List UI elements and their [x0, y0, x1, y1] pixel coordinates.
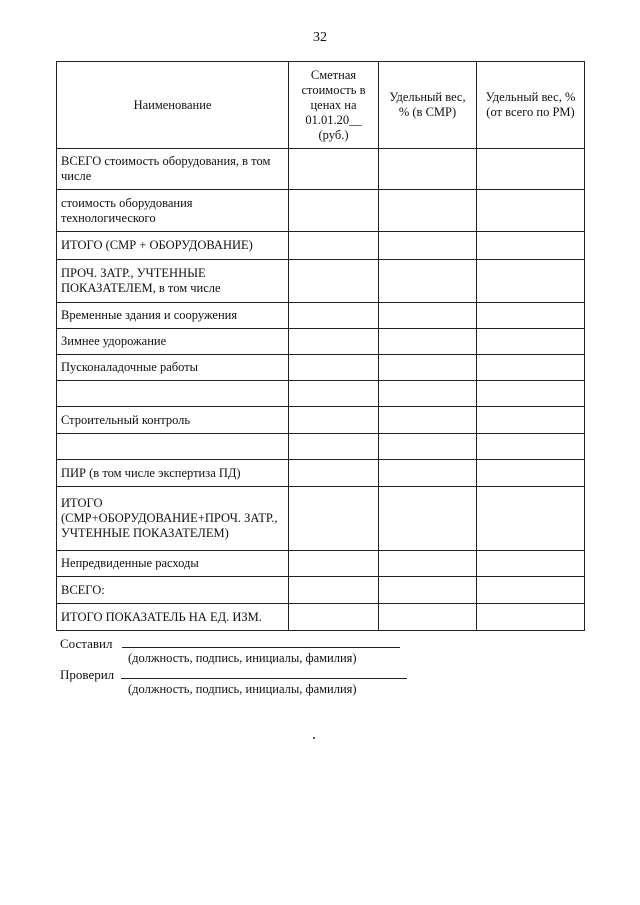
table-row — [57, 303, 585, 329]
scan-speck — [313, 737, 315, 739]
table-row — [57, 577, 585, 604]
cell-cost[interactable] — [289, 604, 379, 631]
header-cost: Сметная стоимость в ценах на 01.01.20__ (руб.) — [289, 62, 379, 149]
header-share-smr: Удельный вес, % (в СМР) — [379, 62, 477, 149]
row-name: ИТОГО (СМР + ОБОРУДОВАНИЕ) — [57, 232, 289, 260]
compiled-signature-line[interactable] — [122, 637, 400, 648]
row-name: Непредвиденные расходы — [57, 551, 289, 577]
checked-by-line — [60, 667, 407, 683]
table-row — [57, 381, 585, 407]
checked-hint: (должность, подпись, инициалы, фамилия) — [128, 682, 357, 696]
cell-share-total[interactable] — [477, 604, 585, 631]
row-name: Временные здания и сооружения — [57, 303, 289, 329]
cell-share-smr[interactable] — [379, 604, 477, 631]
cell-share-smr[interactable] — [379, 303, 477, 329]
compiled-by-line — [60, 636, 400, 652]
cell-share-total[interactable] — [477, 551, 585, 577]
cell-cost[interactable] — [289, 407, 379, 434]
cell-share-total[interactable] — [477, 460, 585, 487]
checked-signature-line[interactable] — [121, 668, 407, 679]
table-row — [57, 232, 585, 260]
cell-share-total[interactable] — [477, 303, 585, 329]
table-row — [57, 260, 585, 303]
row-name — [57, 434, 289, 460]
row-name: ВСЕГО: — [57, 577, 289, 604]
cell-share-smr[interactable] — [379, 407, 477, 434]
table-row — [57, 551, 585, 577]
cell-share-smr[interactable] — [379, 577, 477, 604]
table-row — [57, 355, 585, 381]
row-name: Зимнее удорожание — [57, 329, 289, 355]
cell-share-total[interactable] — [477, 149, 585, 190]
cell-cost[interactable] — [289, 381, 379, 407]
row-name: стоимость оборудования технологического — [57, 190, 289, 232]
table-row — [57, 149, 585, 190]
cell-share-total[interactable] — [477, 190, 585, 232]
cell-cost[interactable] — [289, 434, 379, 460]
cell-share-smr[interactable] — [379, 487, 477, 551]
cell-share-total[interactable] — [477, 329, 585, 355]
table-row — [57, 604, 585, 631]
cell-cost[interactable] — [289, 303, 379, 329]
cell-share-smr[interactable] — [379, 551, 477, 577]
table-row — [57, 487, 585, 551]
table-row — [57, 190, 585, 232]
table-row — [57, 329, 585, 355]
cost-table — [56, 61, 585, 631]
cell-cost[interactable] — [289, 329, 379, 355]
cell-share-smr[interactable] — [379, 149, 477, 190]
cell-share-smr[interactable] — [379, 355, 477, 381]
page-number: 32 — [313, 30, 327, 45]
table-row — [57, 434, 585, 460]
compiled-label: Составил — [60, 636, 113, 651]
cell-share-smr[interactable] — [379, 190, 477, 232]
header-share-total: Удельный вес, % (от всего по РМ) — [477, 62, 585, 149]
compiled-hint: (должность, подпись, инициалы, фамилия) — [128, 651, 357, 665]
cell-cost[interactable] — [289, 487, 379, 551]
cell-cost[interactable] — [289, 232, 379, 260]
row-name: ИТОГО (СМР+ОБОРУДОВАНИЕ+ПРОЧ. ЗАТР., УЧТЕННЫЕ ПОКАЗАТЕЛЕМ) — [57, 487, 289, 551]
cell-share-total[interactable] — [477, 577, 585, 604]
cell-share-total[interactable] — [477, 355, 585, 381]
row-name: ИТОГО ПОКАЗАТЕЛЬ НА ЕД. ИЗМ. — [57, 604, 289, 631]
checked-label: Проверил — [60, 667, 115, 682]
cell-cost[interactable] — [289, 551, 379, 577]
row-name: ПРОЧ. ЗАТР., УЧТЕННЫЕ ПОКАЗАТЕЛЕМ, в том числе — [57, 260, 289, 303]
cell-share-total[interactable] — [477, 232, 585, 260]
cell-cost[interactable] — [289, 355, 379, 381]
table-row — [57, 460, 585, 487]
cell-cost[interactable] — [289, 149, 379, 190]
cell-share-smr[interactable] — [379, 460, 477, 487]
table-header-row — [57, 62, 585, 149]
cell-cost[interactable] — [289, 260, 379, 303]
cell-share-smr[interactable] — [379, 434, 477, 460]
cell-share-smr[interactable] — [379, 381, 477, 407]
row-name — [57, 381, 289, 407]
row-name: ПИР (в том числе экспертиза ПД) — [57, 460, 289, 487]
cell-cost[interactable] — [289, 190, 379, 232]
cell-share-smr[interactable] — [379, 260, 477, 303]
cell-share-smr[interactable] — [379, 232, 477, 260]
row-name: ВСЕГО стоимость оборудования, в том числе — [57, 149, 289, 190]
cell-share-total[interactable] — [477, 487, 585, 551]
table-row — [57, 407, 585, 434]
cell-share-total[interactable] — [477, 381, 585, 407]
row-name: Пусконаладочные работы — [57, 355, 289, 381]
header-name: Наименование — [57, 62, 289, 149]
cell-share-total[interactable] — [477, 434, 585, 460]
cell-share-smr[interactable] — [379, 329, 477, 355]
row-name: Строительный контроль — [57, 407, 289, 434]
cell-share-total[interactable] — [477, 407, 585, 434]
cell-cost[interactable] — [289, 460, 379, 487]
cell-cost[interactable] — [289, 577, 379, 604]
cell-share-total[interactable] — [477, 260, 585, 303]
